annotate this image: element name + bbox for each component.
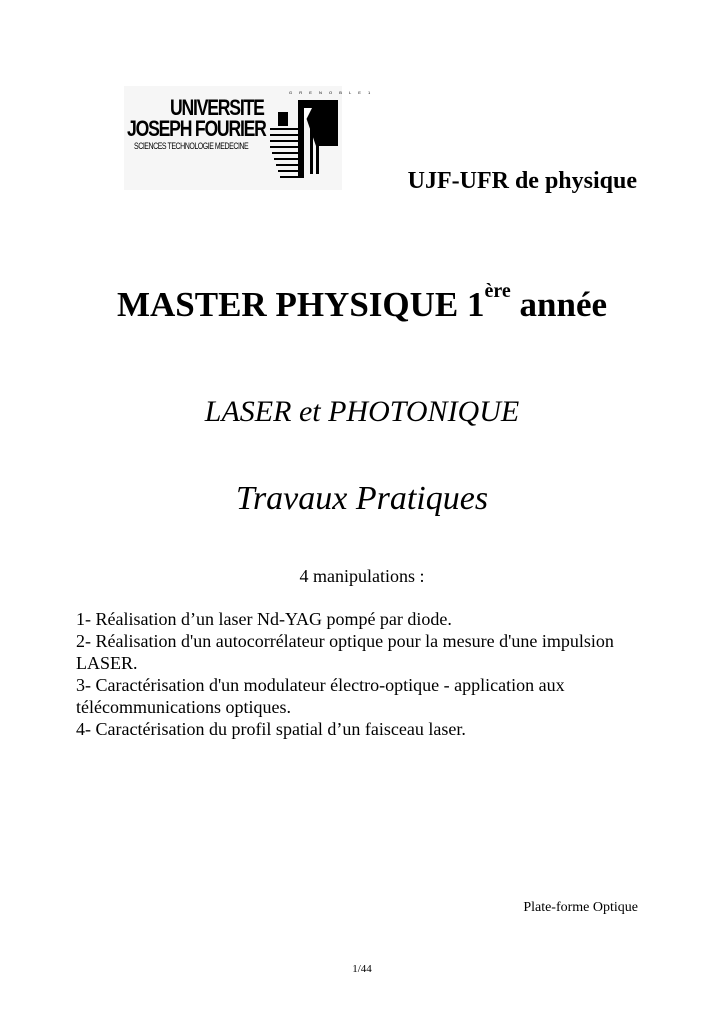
manipulation-count: 4 manipulations : bbox=[299, 566, 425, 586]
list-item: 3- Caractérisation d'un modulateur électro-optique - application aux télécommunications optiques. bbox=[76, 675, 565, 717]
department-header: UJF-UFR de physique bbox=[407, 168, 637, 194]
logo-emblem-icon bbox=[270, 94, 340, 180]
logo-text-grenoble: G R E N O B L E 1 bbox=[289, 90, 374, 95]
logo-text-universite: UNIVERSITE bbox=[170, 95, 264, 120]
title-superscript: ère bbox=[484, 280, 511, 303]
manipulation-list bbox=[76, 608, 646, 740]
logo-text-joseph-fourier: JOSEPH FOURIER bbox=[127, 116, 266, 141]
list-item: 4- Caractérisation du profil spatial d’un faisceau laser. bbox=[76, 719, 466, 739]
title-main: MASTER PHYSIQUE 1 bbox=[116, 285, 485, 324]
university-logo bbox=[124, 86, 374, 190]
platform-label: Plate-forme Optique bbox=[523, 900, 638, 915]
title-suffix: année bbox=[510, 285, 608, 324]
page-number: 1/44 bbox=[352, 963, 372, 975]
subtitle: Travaux Pratiques bbox=[235, 480, 489, 517]
logo-text-sciences: SCIENCES TECHNOLOGIE MEDECINE bbox=[134, 141, 249, 151]
list-item: 2- Réalisation d'un autocorrélateur optique pour la mesure d'une impulsion LASER. bbox=[76, 631, 614, 673]
page-title bbox=[0, 280, 724, 325]
list-item: 1- Réalisation d’un laser Nd-YAG pompé par diode. bbox=[76, 609, 452, 629]
course-title: LASER et PHOTONIQUE bbox=[204, 395, 520, 428]
